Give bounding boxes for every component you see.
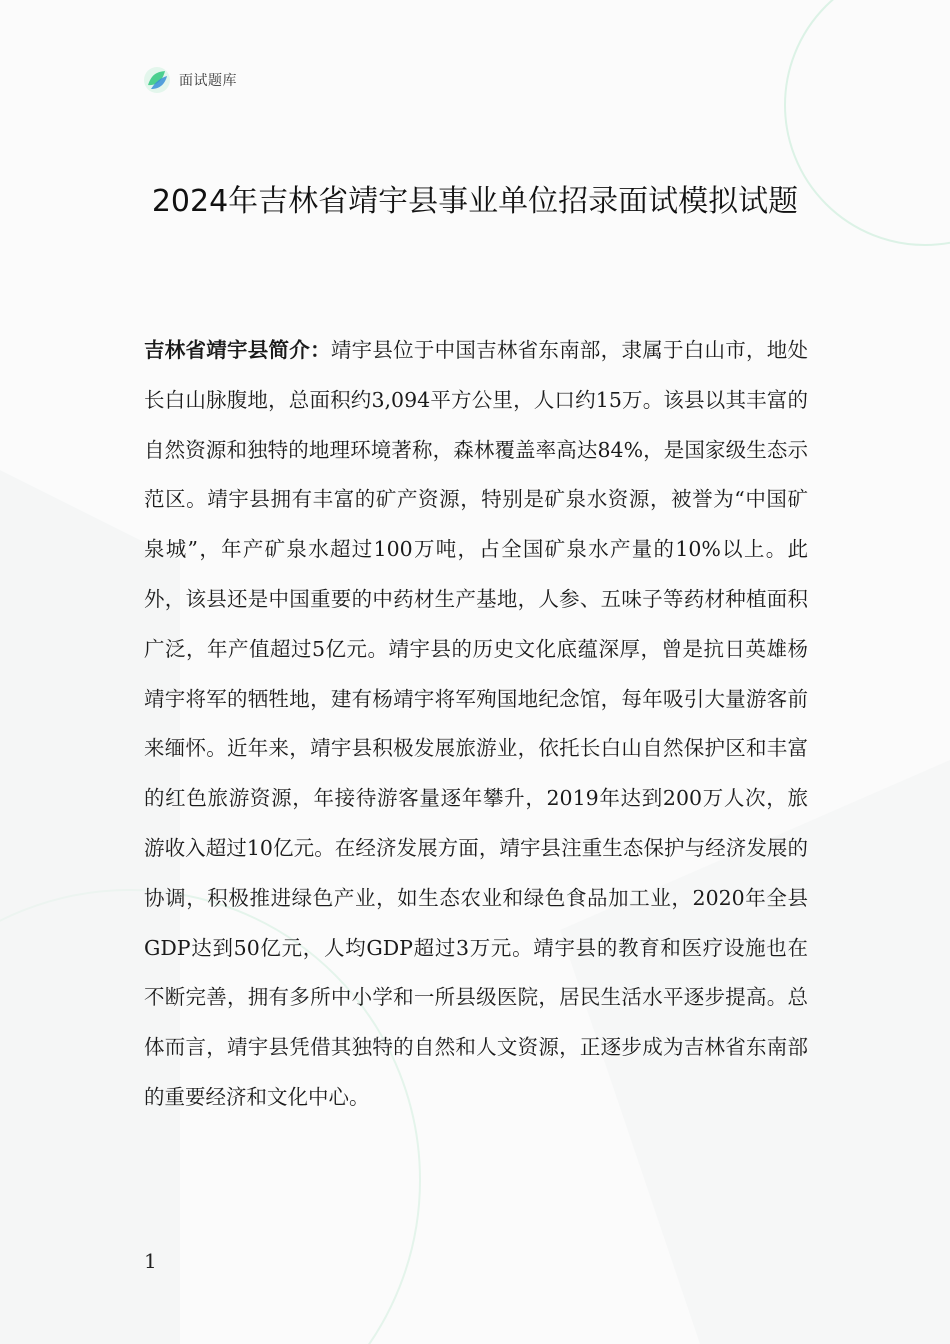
page-number: 1 (144, 1249, 157, 1273)
intro-paragraph (144, 326, 808, 1123)
intro-label: 吉林省靖宇县简介： (144, 338, 331, 362)
intro-text: 靖宇县位于中国吉林省东南部，隶属于白山市，地处长白山脉腹地，总面积约3,094平方公里，人口约15万。该县以其丰富的自然资源和独特的地理环境著称，森林覆盖率高达84%，是国家级生态示范区。靖宇县拥有丰富的矿产资源，特别是矿泉水资源，被誉为“中国矿泉城”，年产矿泉水超过100万吨，占全国矿泉水产量的10%以上。此外，该县还是中国重要的中药材生产基地，人参、五味子等药材种植面积广泛，年产值超过5亿元。靖宇县的历史文化底蕴深厚，曾是抗日英雄杨靖宇将军的牺牲地，建有杨靖宇将军殉国地纪念馆，每年吸引大量游客前来缅怀。近年来，靖宇县积极发展旅游业，依托长白山自然保护区和丰富的红色旅游资源，年接待游客量逐年攀升，2019年达到200万人次，旅游收入超过10亿元。在经济发展方面，靖宇县注重生态保护与经济发展的协调，积极推进绿色产业，如生态农业和绿色食品加工业，2020年全县GDP达到50亿元，人均GDP超过3万元。靖宇县的教育和医疗设施也在不断完善，拥有多所中小学和一所县级医院，居民生活水平逐步提高。总体而言，靖宇县凭借其独特的自然和人文资源，正逐步成为吉林省东南部的重要经济和文化中心。 (144, 338, 809, 1109)
page-header (143, 66, 237, 94)
leaf-logo-icon (143, 66, 171, 94)
brand-name: 面试题库 (179, 73, 237, 89)
document-title: 2024年吉林省靖宇县事业单位招录面试模拟试题 (151, 184, 799, 219)
